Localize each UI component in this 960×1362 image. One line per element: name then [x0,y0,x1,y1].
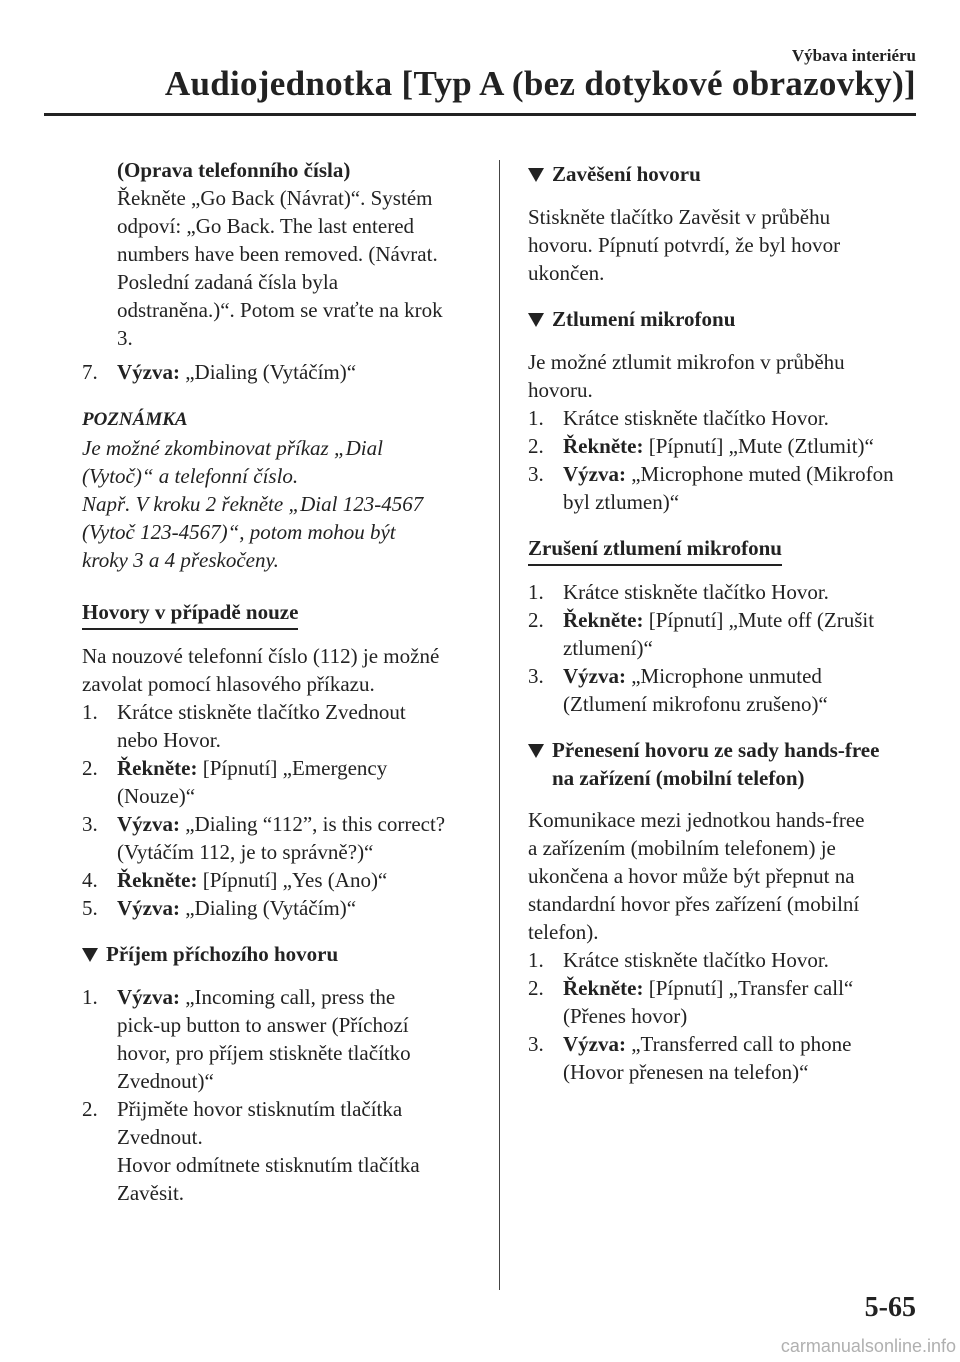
step-number: 1. [528,580,544,604]
step-number: 5. [82,896,98,920]
step-number: 2. [528,434,544,458]
step-text: „Microphone muted (Mikrofon [631,462,894,486]
text-line: Je možné ztlumit mikrofon v průběhu [528,350,845,374]
step-text: (Přenes hovor) [563,1004,688,1028]
step-text: (Vytáčím 112, je to správně?)“ [117,840,374,864]
hangup-paragraph [528,203,923,287]
incoming-heading-row [82,940,477,969]
step-text: Zvednout)“ [117,1069,214,1093]
text-line: Řekněte „Go Back (Návrat)“. Systém [117,186,433,210]
list-item [528,460,923,516]
text-line: (Vytoč)“ a telefonní číslo. [82,464,299,488]
text-line: Poslední zadaná čísla byla [117,270,339,294]
transfer-heading-row [528,736,923,792]
step-label: Řekněte: [563,608,644,632]
step-text: Krátce stiskněte tlačítko Hovor. [563,948,829,972]
emergency-steps [82,698,477,922]
step-text: [Pípnutí] „Mute (Ztlumit)“ [648,434,874,458]
triangle-bullet-icon [528,160,552,189]
step-text: Hovor odmítnete stisknutím tlačítka [117,1153,420,1177]
list-item [528,404,923,432]
step-text: byl ztlumen)“ [563,490,680,514]
text-line: numbers have been removed. (Návrat. [117,242,438,266]
text-line: Je možné zkombinovat příkaz „Dial [82,436,383,460]
step-number: 2. [82,756,98,780]
step-text: (Ztlumení mikrofonu zrušeno)“ [563,692,828,716]
column-divider [499,160,500,1290]
correction-paragraph [82,184,477,352]
list-item [82,810,477,866]
text-line: Např. V kroku 2 řekněte „Dial 123-4567 [82,492,424,516]
step-7 [82,358,477,386]
step-text: Krátce stiskněte tlačítko Hovor. [563,580,829,604]
step-text: „Dialing “112”, is this correct? [185,812,446,836]
step-number: 2. [82,1097,98,1121]
page-title: Audiojednotka [Typ A (bez dotykové obrazovky)] [164,64,916,103]
step-text: [Pípnutí] „Transfer call“ [648,976,854,1000]
step-label: Řekněte: [563,976,644,1000]
step-text: „Microphone unmuted [631,664,822,688]
header-rule [44,113,916,116]
unmute-steps [528,578,923,718]
transfer-steps [528,946,923,1086]
step-text: hovor, pro příjem stiskněte tlačítko [117,1041,411,1065]
emergency-intro [82,642,477,698]
text-line: Komunikace mezi jednotkou hands-free [528,808,865,832]
correction-title: (Oprava telefonního čísla) [117,158,351,182]
text-line: ukončen. [528,261,605,285]
step-number: 3. [528,1032,544,1056]
step-number: 3. [528,462,544,486]
step-text: ztlumení)“ [563,636,653,660]
mute-steps [528,404,923,516]
step-number: 1. [528,948,544,972]
triangle-bullet-icon [82,940,106,969]
section-subtitle: Výbava interiéru [791,46,916,65]
text-line: ukončena a hovor může být přepnut na [528,864,855,888]
text-line: odpoví: „Go Back. The last entered [117,214,415,238]
list-item [528,946,923,974]
triangle-bullet-icon [528,305,552,334]
note-body [82,434,477,574]
text-line: (Vytoč 123-4567)“, potom mohou být [82,520,396,544]
step-number: 4. [82,868,98,892]
step-label: Řekněte: [117,756,198,780]
step-text: pick-up button to answer (Příchozí [117,1013,409,1037]
list-item [82,754,477,810]
text-line: odstraněna.)“. Potom se vraťte na krok [117,298,443,322]
step-number: 3. [82,812,98,836]
incoming-heading: Příjem příchozího hovoru [106,942,339,966]
note-title: POZNÁMKA [82,409,188,430]
step-label: Výzva: [117,896,180,920]
step-label: Výzva: [117,360,180,384]
step-text: [Pípnutí] „Emergency [202,756,388,780]
step-label: Výzva: [117,812,180,836]
step-label: Výzva: [563,462,626,486]
text-line: standardní hovor přes zařízení (mobilní [528,892,860,916]
text-line: hovoru. [528,378,593,402]
step-text: nebo Hovor. [117,728,221,752]
step-text: „Incoming call, press the [185,985,396,1009]
list-item [528,1030,923,1086]
text-line: Stiskněte tlačítko Zavěsit v průběhu [528,205,831,229]
transfer-heading-line: Přenesení hovoru ze sady hands-free [552,738,880,762]
step-label: Řekněte: [563,434,644,458]
step-text: „Dialing (Vytáčím)“ [185,360,357,384]
text-line: kroky 3 a 4 přeskočeny. [82,548,279,572]
step-text: „Transferred call to phone [631,1032,852,1056]
step-text: Krátce stiskněte tlačítko Zvednout [117,700,406,724]
text-line: telefon). [528,920,599,944]
right-column [528,156,923,1086]
step-text: Přijměte hovor stisknutím tlačítka [117,1097,403,1121]
step-text: [Pípnutí] „Yes (Ano)“ [202,868,388,892]
step-number: 7. [82,360,98,384]
transfer-heading [552,736,879,792]
hangup-heading-row [528,160,923,189]
text-line: zavolat pomocí hlasového příkazu. [82,672,375,696]
unmute-heading: Zrušení ztlumení mikrofonu [528,535,782,566]
list-item [82,1095,477,1207]
triangle-bullet-icon [528,736,552,792]
step-number: 1. [82,700,98,724]
step-label: Řekněte: [117,868,198,892]
step-number: 1. [528,406,544,430]
step-text: (Hovor přenesen na telefon)“ [563,1060,809,1084]
step-text: (Nouze)“ [117,784,196,808]
step-number: 2. [528,608,544,632]
text-line: hovoru. Pípnutí potvrdí, že byl hovor [528,233,841,257]
list-item [82,983,477,1095]
transfer-intro [528,806,923,946]
text-line: Na nouzové telefonní číslo (112) je možné [82,644,440,668]
list-item [528,662,923,718]
step-text: „Dialing (Vytáčím)“ [185,896,357,920]
list-item [82,894,477,922]
step-text: Krátce stiskněte tlačítko Hovor. [563,406,829,430]
incoming-steps [82,983,477,1207]
text-line: 3. [117,326,133,350]
step-label: Výzva: [563,664,626,688]
list-item [82,698,477,754]
left-column [82,156,477,1207]
page-number: 5-65 [864,1292,916,1323]
mute-intro [528,348,923,404]
step-label: Výzva: [563,1032,626,1056]
transfer-heading-line: na zařízení (mobilní telefon) [552,766,805,790]
list-item [528,578,923,606]
list-item [82,866,477,894]
hangup-heading: Zavěšení hovoru [552,162,701,186]
step-number: 1. [82,985,98,1009]
text-line: a zařízením (mobilním telefonem) je [528,836,836,860]
emergency-heading: Hovory v případě nouze [82,599,298,630]
list-item [528,606,923,662]
step-number: 3. [528,664,544,688]
step-text: Zvednout. [117,1125,203,1149]
step-text: [Pípnutí] „Mute off (Zrušit [648,608,875,632]
list-item [528,974,923,1030]
step-text: Zavěsit. [117,1181,185,1205]
mute-heading-row [528,305,923,334]
list-item [528,432,923,460]
watermark: carmanualsonline.info [780,1336,956,1356]
step-label: Výzva: [117,985,180,1009]
mute-heading: Ztlumení mikrofonu [552,307,736,331]
step-number: 2. [528,976,544,1000]
